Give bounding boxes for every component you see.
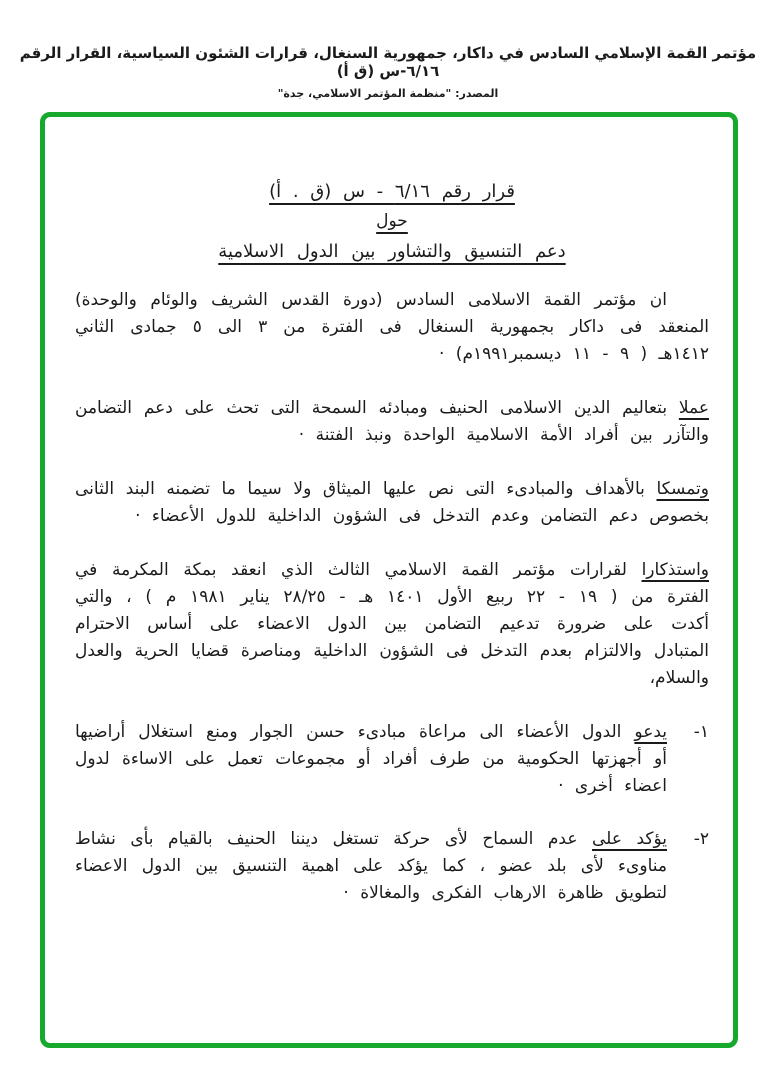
operative-item-2: [75, 826, 709, 907]
resolution-subject-title: دعم التنسيق والتشاور بين الدول الاسلامية: [218, 241, 566, 262]
paragraph-text: ان مؤتمر القمة الاسلامى السادس (دورة القدس الشريف والوئام والوحدة) المنعقد فى داكار بجمهورية السنغال فى الفترة من ٣ الى ٥ جمادى الثاني ١٤١٢هـ ( ٩ - ١١ ديسمبر١٩٩١م) ·: [75, 290, 709, 364]
item-lead-word: يؤكد على: [592, 829, 668, 849]
paragraph-lead-word: عملا: [678, 398, 709, 418]
resolution-about-word: حول: [376, 211, 408, 231]
paragraph-lead-word: وتمسكا: [656, 479, 709, 499]
item-text: عدم السماح لأى حركة تستغل ديننا الحنيف بالقيام بأى نشاط مناوىء لأى بلد عضو ، كما يؤكد على اهمية التنسيق بين الدول الاعضاء لتطويق ظاهرة الارهاب الفكرى والمغالاة ·: [75, 829, 667, 903]
preamble-paragraph-3: [75, 476, 709, 530]
item-text-block: [75, 826, 667, 907]
header-citation-line: مؤتمر القمة الإسلامي السادس في داكار، جمهورية السنغال، قرارات الشئون السياسية، القرار الرقم ٦/١٦-س (ق أ): [19, 44, 757, 80]
item-lead-word: يدعو: [634, 722, 667, 742]
preamble-paragraph-2: [75, 395, 709, 449]
paragraph-text: لقرارات مؤتمر القمة الاسلامي الثالث الذي انعقد بمكة المكرمة في الفترة من ( ١٩ - ٢٢ ربيع الأول ١٤٠١ هـ - ٢٨/٢٥ يناير ١٩٨١ م ) ، والتي أكدت على ضرورة تدعيم التضامن بين الدول الاعضاء على أساس الاحترام المتبادل والالتزام بعدم التدخل فى الشؤون الداخلية ومناصرة قضايا الحرية والعدل والسلام،: [75, 560, 709, 688]
operative-item-1: [75, 719, 709, 800]
header-source-line: المصدر: "منظمة المؤتمر الاسلامي، جدة": [277, 87, 499, 100]
paragraph-text: بتعاليم الدين الاسلامى الحنيف ومبادئه السمحة التى تحث على دعم التضامن والتآزر بين أفراد الأمة الاسلامية الواحدة ونبذ الفتنة ·: [75, 398, 709, 445]
preamble-paragraph-4: [75, 557, 709, 692]
preamble-paragraph-1: [75, 287, 709, 368]
item-text: الدول الأعضاء الى مراعاة مبادىء حسن الجوار ومنع استغلال أراضيها أو أجهزتها الحكومية من طرف أفراد أو مجموعات تعمل على الاساءة لدول اعضاء أخرى ·: [75, 722, 667, 796]
document-header: [0, 44, 776, 100]
resolution-number-title: قرار رقم ٦/١٦ - س (ق . أ): [269, 181, 515, 202]
item-number: ١-: [693, 722, 709, 742]
item-text-block: [75, 719, 667, 800]
paragraph-lead-word: واستذكارا: [641, 560, 709, 580]
item-number: ٢-: [693, 829, 709, 849]
paragraph-text: بالأهداف والمبادىء التى نص عليها الميثاق ولا سيما ما تضمنه البند الثانى بخصوص دعم التضامن وعدم التدخل فى الشؤون الداخلية للدول الأعضاء ·: [75, 479, 709, 526]
document-frame: [40, 112, 738, 1048]
resolution-title-block: [75, 181, 709, 262]
